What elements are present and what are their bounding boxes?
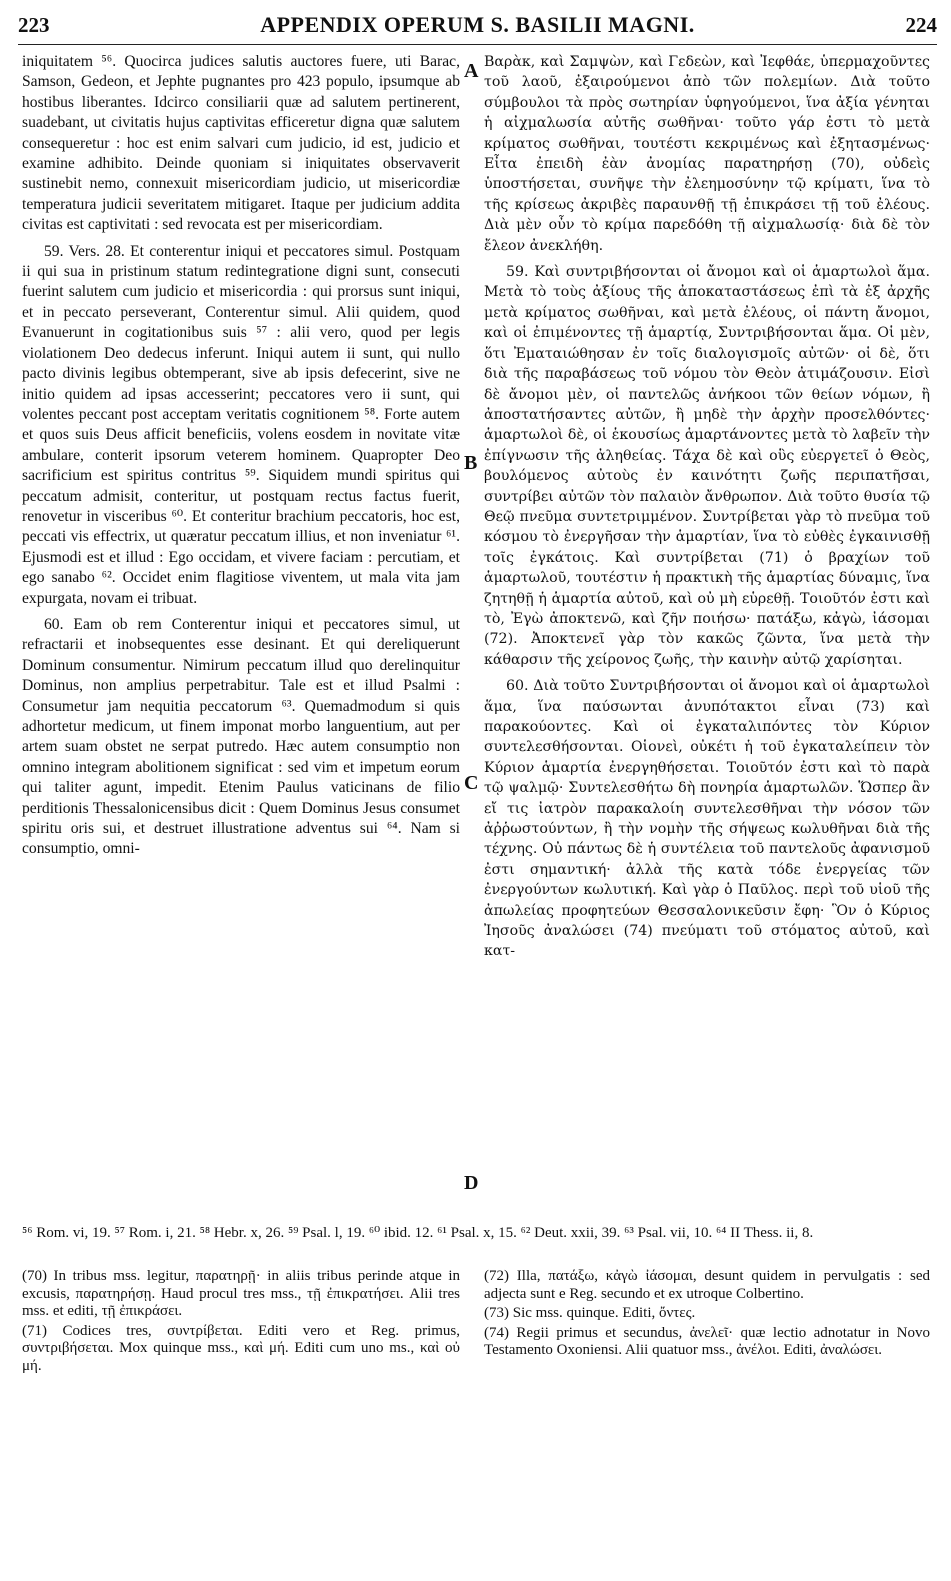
- margin-letter-a: A: [464, 60, 479, 82]
- note-74: (74) Regii primus et secundus, ἀνελεῖ· quæ lectio adnotatur in Novo Testamento Oxoniensi. Alii quatuor mss., ἀνέλοι. Editi, ἀναλώσει.: [484, 1324, 930, 1359]
- margin-letter-c: C: [464, 772, 479, 794]
- page-number-right: 224: [905, 12, 937, 37]
- margin-letter-d: D: [464, 1172, 479, 1194]
- page-header: [18, 8, 937, 42]
- note-73: (73) Sic mss. quinque. Editi, ὄντες.: [484, 1305, 696, 1322]
- latin-paragraph-1: iniquitatem ⁵⁶. Quocirca judices salutis auctores fuere, uti Barac, Samson, Gedeon, et Jephte pugnantes pro 423 populo, ipsumque ab hostibus liberantes. Idcirco consiliarii quæ ad salutem pertinerent, suadebant, ut civitatis hujus captivitas efficeretur digna quæ salutem consequeretur : hoc est enim salvari cum judicio, id est, judicio et examine adhibito. Deinde quoniam si iniquitates observaverit sustinebit nemo, connexuit misericordiam judicio, ut misericordiæ temperatura judicii severitatem mitigaret. Itaque per judicium addita civitas est captivitati : sed revocata est per misericordiam.: [22, 53, 460, 234]
- greek-paragraph-59: 59. Καὶ συντριβήσονται οἱ ἄνομοι καὶ οἱ ἁμαρτωλοὶ ἅμα. Μετὰ τὸ τοὺς ἀξίους τῆς ἀποκαταστάσεως ἐπὶ τὰ ἐξ ἀρχῆς μετὰ κρίματος σωθῆναι, καὶ μετὰ ἐλέους, οἱ πάντη ἄνομοι, καὶ οἱ ἐπιμένοντες τῇ ἁμαρτίᾳ, Συντριβήσονται ἅμα. Οἱ μὲν, ὅτι Ἐματαιώθησαν ἐν τοῖς διαλογισμοῖς αὐτῶν· οἱ δὲ, ὅτι διὰ τῆς παραβάσεως τοῦ νόμου τὸν Θεὸν ἀτιμάζουσιν. Εἰσὶ δὲ ἄνομοι μὲν, οἱ παντελῶς ἀνήκοοι τῶν θείων νόμων, ἢ ἀποστατήσαντες αὐτῶν, ἢ μηδὲ τὴν ἀρχὴν προσελθόντες· ἁμαρτωλοὶ δὲ, οἱ ἑκουσίως ἁμαρτάνοντες μετὰ τὸ λαβεῖν τὴν ἐπίγνωσιν τῆς ἀληθείας. Τάχα δὲ καὶ οὓς εὐεργετεῖ ὁ Θεὸς, βουλόμενος αὐτοὺς ἐν καινότητι ζωῆς περιπατῆσαι, συντρίβει αὐτῶν τὸν παλαιὸν ἄνθρωπον. Διὰ τοῦτο θυσία τῷ Θεῷ πνεῦμα συντετριμμένον. Συντρίβεται γὰρ τὸ πνεῦμα τοῦ κόσμου τὸ ἐνεργῆσαν τὴν ἁμαρτίαν, ἵνα τὸ εὐθὲς ἐγκαινισθῇ τοῖς ἐγκάτοις. Καὶ συντρίβεται (71) ὁ βραχίων τοῦ ἁμαρτωλοῦ, τουτέστιν ἡ πρακτικὴ τῆς ἁμαρτίας δύναμις, ἵνα ζητηθῇ ἡ ἁμαρτία αὐτοῦ, καὶ οὐ μὴ εὑρεθῇ. Τοιοῦτόν ἐστι καὶ τὸ, Ἐγὼ ἀποκτενῶ, καὶ ζῆν ποιήσω· πατάξω, κἀγὼ, ἰάσομαι (72). Ἀποκτενεῖ γὰρ τὸν κακῶς ζῶντα, ἵνα μετὰ τὴν κάθαρσιν τῆς χείρονος ζωῆς, τὴν καινὴν αὐτῷ χαρίσηται.: [484, 264, 930, 668]
- note-72: (72) Illa, πατάξω, κἀγὼ ἰάσομαι, desunt quidem in pervulgatis : sed adjecta sunt e Reg. secundo et ex utroque Colbertino.: [484, 1268, 930, 1302]
- greek-column: [484, 52, 930, 962]
- scripture-footnotes: ⁵⁶ Rom. vi, 19. ⁵⁷ Rom. i, 21. ⁵⁸ Hebr. x, 26. ⁵⁹ Psal. l, 19. ⁶⁰ ibid. 12. ⁶¹ Psal. x, 15. ⁶² Deut. xxii, 39. ⁶³ Psal. vii, 10. ⁶⁴ II Thess. ii, 8.: [22, 1225, 814, 1241]
- latin-paragraph-59: 59. Vers. 28. Et conterentur iniqui et peccatores simul. Postquam ii qui sua in pristinum statum redintegratione digni sunt, consecuti fuerint salutem cum judicio et misericordia : qui prorsus sunt iniqui, et in peccato perseverant, Conterentur simul. Alii quidem, quod Evanuerunt in cogitationibus suis ⁵⁷ : alii vero, quod per legis violationem Deo dedecus inferunt. Iniqui autem ii sunt, qui nullo pacto divinis legibus obtemperant, sive ab ipsis defecerint, sive ne initio quidem ad ipsas accesserint; peccatores vero ii sunt, qui volentes peccant post acceptam veritatis cognitionem ⁵⁸. Forte autem et quos suis Deus afficit beneficiis, volens eosdem in novitate vitæ ambulare, conterit ipsorum veterem hominem. Quapropter Deo sacrificium est spiritus contritus ⁵⁹. Siquidem mundi spiritus qui peccatum admisit, conteritur, ut postquam rectus factus fuerit, renovetur in visceribus ⁶⁰. Et conteritur brachium peccatoris, hoc est, peccati vis effectrix, ut quæratur peccatum illius, et non inveniatur ⁶¹. Ejusmodi est et illud : Ego occidam, et vivere faciam : percutiam, et ego sanabo ⁶². Occidet enim flagitiose viventem, ut mala vita jam expurgata, novam ei tribuat.: [22, 242, 460, 607]
- latin-column: [22, 52, 460, 860]
- greek-paragraph-1: Βαρὰκ, καὶ Σαμψὼν, καὶ Γεδεὼν, καὶ Ἰεφθάε, ὑπερμαχοῦντες τοῦ λαοῦ, ἐξαιρούμενοι ἀπὸ τῶν πολεμίων. Διὰ τοῦτο σύμβουλοι τὰ πρὸς σωτηρίαν ὑφηγούμενοι, ἵνα ἀξία γένηται ἡ αἰχμαλωσία αὐτῆς σωθῆναι· τοῦτο γάρ ἐστι τὸ μετὰ κρίματος σωθῆναι, τουτέστι κεκριμένως καὶ ἐξητασμένως· Εἶτα ἐπειδὴ ἐὰν ἀνομίας παρατηρήσῃ (70), οὐδεὶς ὑποστήσεται, συνῆψε τὴν ἐλεημοσύνην τῷ κρίματι, ἵνα τὸ τῆς κρίσεως ἀκριβὲς παραυνθῇ τῇ ἐπικράσει τῇ τοῦ ἐλέους. Διὰ μὲν οὖν τὸ κρίμα παρεδόθη τῇ αἰχμαλωσίᾳ· διὰ δὲ τὸν ἔλεον ἀνεκλήθη.: [484, 54, 930, 254]
- greek-paragraph-60: 60. Διὰ τοῦτο Συντριβήσονται οἱ ἄνομοι καὶ οἱ ἁμαρτωλοὶ ἅμα, ἵνα παύσωνται ἀνυπότακτοι εἶναι (73) καὶ παρακούοντες. Καὶ οἱ ἐγκαταλιπόντες τὸν Κύριον συντελεσθήσονται. Οἱονεὶ, οὐκέτι ἡ τοῦ ἐγκαταλείπειν τὸν Κύριον ἁμαρτία ἐνεργηθήσεται. Τοιοῦτόν ἐστι καὶ τὸ παρὰ τῷ ψαλμῷ· Συντελεσθήτω δὴ πονηρία ἁμαρτωλῶν. Ὥσπερ ἂν εἴ τις ἰατρὸν παρακαλοίη συντελεσθῆναι τὴν νόσον τῶν ἀῤῥωστούντων, ἢ τὴν νομὴν τῆς σήψεως κωλυθῆναι διὰ τῆς τέχνης. Οὐ πάντως δὲ ἡ συντέλεια τοῦ παντελοῦς ἀφανισμοῦ ἐστι σημαντική· ἀλλὰ τῆς κατὰ τόδε ἐνεργείας τῶν ἐνεργούντων κωλυτική. Καὶ γὰρ ὁ Παῦλος. περὶ τοῦ υἱοῦ τῆς ἀπωλείας προφητεύων Θεσσαλονικεῦσιν ἔφη· Ὃν ὁ Κύριος Ἰησοῦς ἀναλώσει (74) πνεύματι τοῦ στόματος αὐτοῦ, καὶ κατ-: [484, 678, 930, 960]
- notes-left: [22, 1268, 460, 1378]
- running-title: APPENDIX OPERUM S. BASILII MAGNI.: [260, 12, 695, 37]
- notes-right: [484, 1268, 930, 1362]
- page-number-left: 223: [18, 12, 50, 37]
- note-70: (70) In tribus mss. legitur, παρατηρῇ· in aliis tribus perinde atque in excusis, παρατηρήσῃ. Haud procul tres mss., τῇ ἐπικρατήσει. Alii tres mss. et editi, τῇ ἐπικράσει.: [22, 1268, 460, 1320]
- note-71: (71) Codices tres, συντρίβεται. Editi vero et Reg. primus, συντριβήσεται. Mox quinque mss., καὶ μή. Editi cum uno ms., καὶ οὐ μή.: [22, 1322, 460, 1374]
- margin-letter-b: B: [464, 452, 478, 474]
- margin-letters: [462, 52, 482, 1252]
- header-rule: [18, 44, 937, 45]
- latin-paragraph-60: 60. Eam ob rem Conterentur iniqui et peccatores simul, ut refractarii et inobsequentes esse desinant. Et qui dereliquerunt Dominum consumentur. Nimirum peccatum illud quo derelinquitur Dominus, non amplius perpetrabitur. Tale est et illud Psalmi : Consumetur jam nequitia peccatorum ⁶³. Quemadmodum si quis adhortetur medicum, ut finem imponat morbo languentium, aut per artem suam obstet ne serpat putredo. Hæc autem consumptio non omnino integram abolitionem significat : sed vim et impetum eorum qui taliter agunt, impedit. Etenim Paulus vaticinans de filio perditionis Thessalonicensibus dicit : Quem Dominus Jesus consumet spiritu oris sui, et destruet illustratione adventus sui ⁶⁴. Nam si consumptio, omni-: [22, 615, 460, 858]
